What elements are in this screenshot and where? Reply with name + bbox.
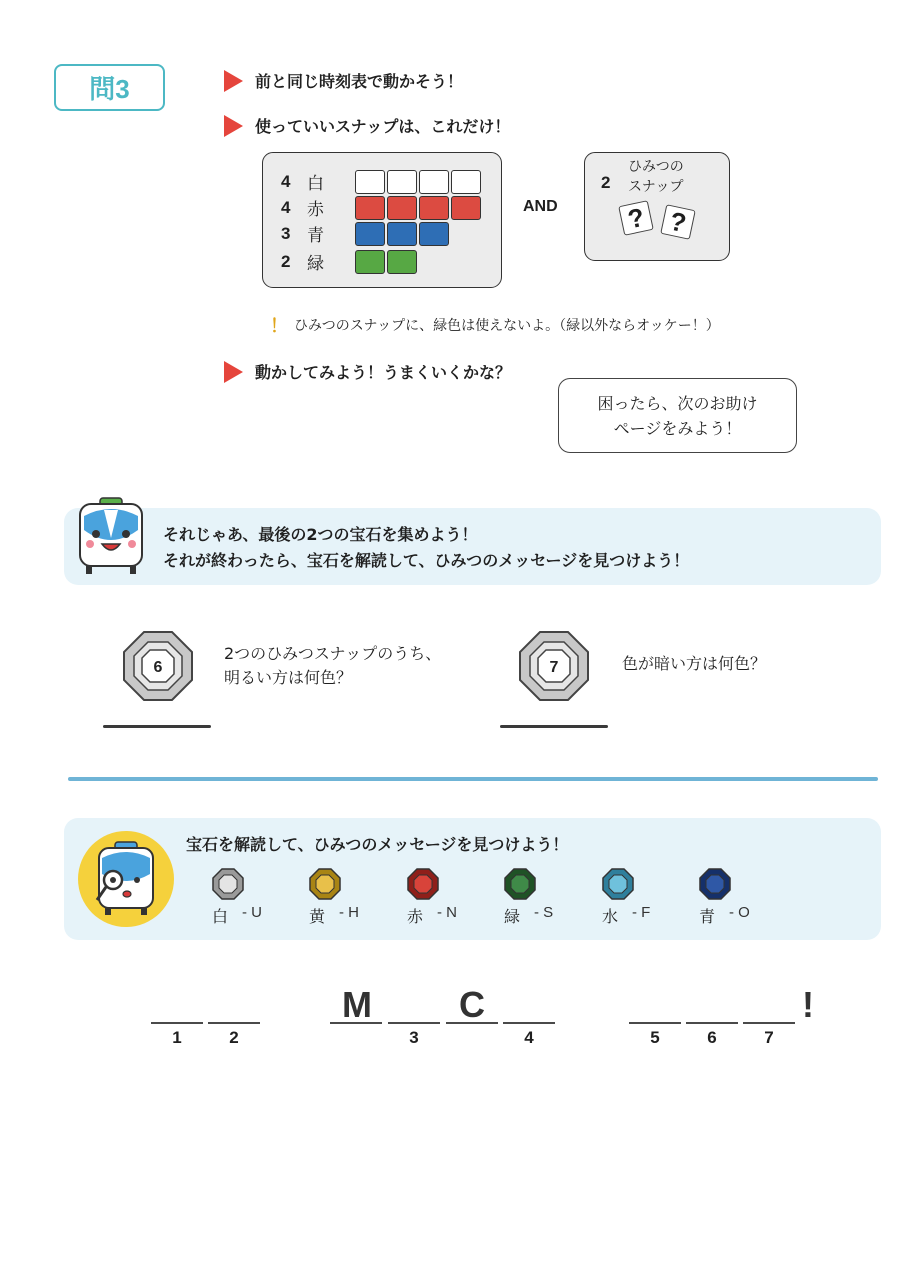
instruction-2 [224,114,510,137]
snap-row-red [281,195,481,220]
snap-color-label: 青 [307,226,324,246]
snap-row-green [281,249,417,274]
message-letter-c: C [459,984,485,1025]
gem-key-letter: - S [534,904,554,921]
banner-line2: それが終わったら、宝石を解読して、ひみつのメッセージを見つけよう！ [163,551,690,570]
answer-line-6[interactable] [103,725,211,728]
message-banner [64,508,881,585]
question-badge: 問3 [54,64,165,111]
section-divider [68,777,878,781]
snap-cell [451,196,481,220]
gem-6-icon [122,630,194,702]
slot-4[interactable] [503,1022,555,1024]
snap-cell [419,196,449,220]
snap-cell [387,170,417,194]
gem-key-color: 緑 [504,907,521,926]
gem-key-letter: - N [437,904,457,921]
green-gem-icon [504,868,536,900]
gem-key-letter: - H [339,904,359,921]
gem-key-letter: - F [632,904,651,921]
blue-gem-icon [699,868,731,900]
snap-cells [355,196,481,220]
slot-number: 3 [409,1028,419,1047]
gem-number: 7 [549,659,559,676]
slot-number: 5 [650,1028,660,1047]
help-line2: ページをみよう！ [613,418,742,438]
gem-7-icon [518,630,590,702]
arrow-icon [224,115,243,137]
snap-count: 2 [281,251,291,271]
answer-line-7[interactable] [500,725,608,728]
secret-label-line1: ひみつの [628,159,684,175]
snap-color-label: 緑 [307,254,324,274]
help-box [558,378,797,453]
snap-count: 3 [281,223,291,243]
white-gem-icon [212,868,244,900]
instruction-text: 使っていいスナップは、これだけ！ [255,117,511,136]
gem-key-color: 白 [212,907,229,926]
gem-number: 6 [153,659,163,676]
message-exclamation: ! [802,984,814,1025]
slot-number: 4 [524,1028,534,1047]
arrow-icon [224,70,243,92]
snap-cell [387,196,417,220]
instruction-text: 前と同じ時刻表で動かそう！ [255,72,464,91]
slot-5[interactable] [629,1022,681,1024]
gem-question-7 [622,652,766,676]
snap-cell [355,196,385,220]
secret-snap-box [584,152,730,261]
gem-question-line2: 明るい方は何色？ [224,668,353,687]
slot-number: 1 [172,1028,182,1047]
help-line1: 困ったら、次のお助け [597,393,758,413]
exclamation-icon: ！ [270,316,288,337]
yellow-gem-icon [309,868,341,900]
banner-line1: それじゃあ、最後の2つの宝石を集めよう！ [163,525,478,544]
arrow-icon [224,361,243,383]
snap-color-label: 赤 [307,200,324,220]
decode-title: 宝石を解読して、ひみつのメッセージを見つけよう！ [186,835,569,854]
gem-key-red [407,868,487,926]
snap-count: 4 [281,197,291,217]
slot-1[interactable] [151,1022,203,1024]
slot-2[interactable] [208,1022,260,1024]
snap-inventory [262,152,502,288]
slot-number: 7 [764,1028,774,1047]
secret-label-line2: スナップ [628,179,684,195]
instruction-3 [224,360,511,383]
instruction-1 [224,69,463,92]
gem-key-yellow [309,868,389,926]
note [270,312,720,338]
snap-cell [387,222,417,246]
gem-key-color: 赤 [407,907,424,926]
snap-cells [355,170,481,194]
snap-cell [355,222,385,246]
slot-6[interactable] [686,1022,738,1024]
robot-mascot-icon [76,496,146,576]
gem-question-line1: 色が暗い方は何色？ [622,654,767,673]
gem-question-line1: 2つのひみつスナップのうち、 [224,644,442,663]
note-text: ひみつのスナップに、緑色は使えないよ。（緑以外ならオッケー！） [294,318,720,334]
gem-key-green [504,868,584,926]
secret-count: 2 [601,173,611,192]
snap-cell [419,170,449,194]
snap-color-label: 白 [307,174,324,194]
gem-key-color: 青 [699,907,716,926]
snap-cell [355,250,385,274]
snap-cell [419,222,449,246]
and-label: AND [523,198,558,215]
red-gem-icon [407,868,439,900]
slot-number: 6 [707,1028,717,1047]
gem-key-color: 水 [602,907,619,926]
gem-key-color: 黄 [309,907,326,926]
snap-cells [355,222,449,246]
snap-count: 4 [281,171,291,191]
question-card-icon: ? [660,204,696,240]
light-blue-gem-icon [602,868,634,900]
banner-text [163,522,689,574]
snap-cell [387,250,417,274]
gem-key-letter: - O [729,904,750,921]
gem-key-blue [699,868,779,926]
snap-cell [451,170,481,194]
secret-label [628,157,684,197]
slot-number: 2 [229,1028,239,1047]
snap-cells [355,250,417,274]
gem-key-light-blue [602,868,682,926]
snap-row-white [281,169,481,194]
slot-7[interactable] [743,1022,795,1024]
detective-robot-icon [77,830,175,928]
gem-key-letter: - U [242,904,262,921]
snap-cell [355,170,385,194]
question-card-icon: ? [618,200,654,236]
gem-question-6 [224,642,441,690]
slot-3[interactable] [388,1022,440,1024]
message-letter-m: M [342,984,372,1025]
gem-key-white [212,868,292,926]
snap-row-blue [281,221,449,246]
instruction-text: 動かしてみよう！うまくいくかな？ [255,363,512,382]
